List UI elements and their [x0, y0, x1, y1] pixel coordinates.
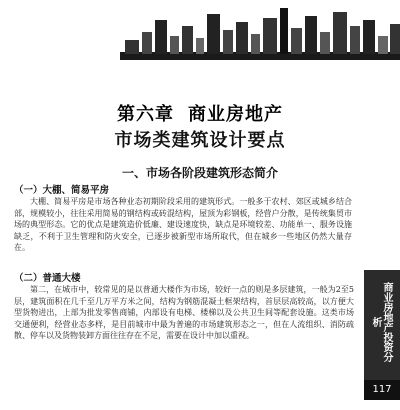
page-number: 117: [364, 380, 400, 400]
section-title: 一、市场各阶段建筑形态简介: [121, 166, 278, 180]
chapter-title: 商业房地产: [188, 104, 283, 125]
chapter-subtitle: 市场类建筑设计要点: [114, 130, 286, 151]
subsection-heading-2: （二）普通大楼: [14, 273, 81, 284]
paragraph-2: 第二，在城市中，较常见的是以普通大楼作为市场，较好一点的则是多层建筑，一般为2至5层，建筑面积在几千至几万平方米之间，结构为钢筋混凝土框架结构，首层层高较高，以方便大型货物进出，上部为批发零售商铺，内部设有电梯、楼梯以及公共卫生间等配套设施。这类市场交通便利，经营业态多样，是目前城市中最为普遍的市场建筑形态之一，但在人流组织、消防疏散、停车以及货物装卸方面往往存在不足，需要在设计中加以重视。: [14, 285, 354, 340]
chapter-heading: [0, 100, 400, 126]
city-skyline-banner: [0, 0, 400, 60]
chapter-number: 第六章: [117, 104, 174, 125]
subsection-heading-1: （一）大棚、简易平房: [14, 185, 110, 196]
paragraph-1: 大棚、简易平房是市场各种业态初期阶段采用的建筑形式。一般多于农村、郊区或城乡结合部，规模较小，往往采用简易的钢结构或砖混结构，屋顶为彩钢板，经营户分散，是传统集贸市场的典型形态。它的优点是建筑造价低廉、建设速度快，缺点是环境较差、功能单一、服务设施缺乏，不利于卫生管理和防火安全，已逐步被新型市场所取代，但在城乡一些地区仍然大量存在。: [14, 197, 352, 252]
side-tab-label: 商业房地产投资分析: [370, 282, 392, 362]
